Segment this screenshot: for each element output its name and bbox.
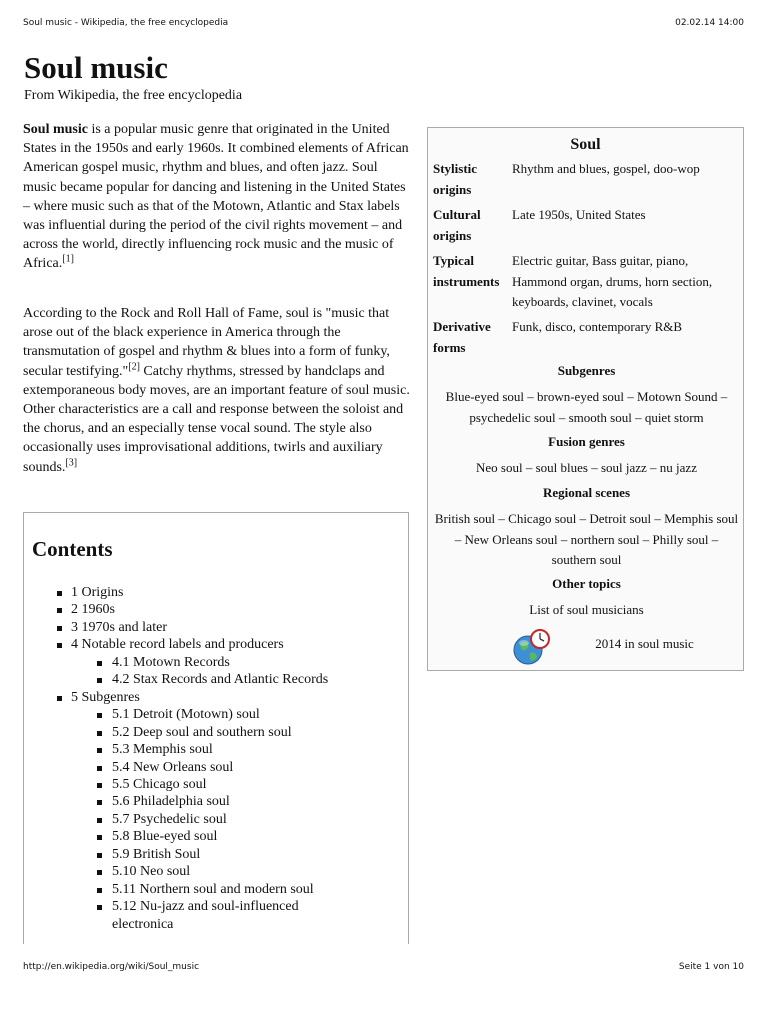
bullet-icon (57, 696, 62, 701)
table-of-contents (23, 512, 409, 944)
bullet-icon (57, 643, 62, 648)
toc-item-label[interactable]: 4 Notable record labels and producers (71, 637, 284, 653)
page-subtitle: From Wikipedia, the free encyclopedia (24, 88, 243, 103)
bullet-icon (97, 678, 102, 683)
toc-item[interactable] (32, 776, 408, 793)
toc-item-label[interactable]: 5.1 Detroit (Motown) soul (112, 707, 260, 723)
toc-item-label[interactable]: 4.1 Motown Records (112, 654, 230, 670)
toc-item[interactable] (32, 689, 408, 706)
toc-item-label[interactable]: 5.11 Northern soul and modern soul (112, 881, 314, 897)
toc-item[interactable] (32, 828, 408, 845)
toc-item[interactable] (32, 846, 408, 863)
infobox-regional-list[interactable]: British soul – Chicago soul – Detroit soul – Memphis soul – New Orleans soul – northern soul – Philly soul – southern soul (434, 511, 739, 567)
infobox (427, 127, 744, 671)
bullet-icon (97, 835, 102, 840)
toc-item-label[interactable]: 4.2 Stax Records and Atlantic Records (112, 672, 329, 688)
toc-item-label[interactable]: 3 1970s and later (71, 619, 168, 635)
infobox-key: Derivative forms (433, 319, 491, 355)
bullet-icon (97, 766, 102, 771)
toc-item-label[interactable]: 5.5 Chicago soul (112, 776, 207, 792)
infobox-value: Late 1950s, United States (512, 207, 646, 222)
infobox-key: Stylistic origins (433, 161, 478, 197)
paragraph-text: According to the Rock and Roll Hall of Fame, soul is "music that arose out of the black experience in America through the transmutation of gospel and rhythm & blues into a form of funky, secular testifying." (23, 306, 390, 379)
bullet-icon (97, 905, 102, 910)
toc-item-label[interactable]: 5.12 Nu-jazz and soul-influenced electronica (112, 899, 299, 932)
infobox-section-regional: Regional scenes (542, 485, 631, 500)
toc-item-label[interactable]: 5.4 New Orleans soul (112, 759, 234, 775)
toc-item[interactable] (32, 584, 408, 601)
bullet-icon (97, 800, 102, 805)
reference-link[interactable]: [3] (65, 456, 78, 468)
page-title: Soul music (24, 50, 168, 85)
toc-item[interactable] (32, 619, 408, 636)
toc-title: Contents (32, 537, 113, 561)
toc-item-label[interactable]: 1 Origins (71, 585, 124, 600)
second-paragraph (23, 304, 413, 477)
toc-item[interactable] (32, 671, 408, 688)
bullet-icon (57, 591, 62, 596)
toc-item[interactable] (32, 706, 408, 723)
infobox-section-subgenres: Subgenres (557, 363, 616, 378)
toc-item[interactable] (32, 654, 408, 671)
toc-item[interactable] (32, 759, 408, 776)
bullet-icon (97, 870, 102, 875)
bullet-icon (97, 731, 102, 736)
toc-item-label[interactable]: 5 Subgenres (71, 689, 140, 705)
toc-item-label[interactable]: 5.10 Neo soul (112, 864, 191, 880)
toc-item[interactable] (32, 898, 408, 933)
intro-text: is a popular music genre that originated in the United States in the 1950s and early 1960s. It combined elements of African American gospel music, rhythm and blues, and often jazz. Soul music became popular for dancing and listening in the United States – where music such as that of the Motown, Atlantic and Stax labels was influential during the period of the civil rights movement – and across the world, directly influencing rock music and the music of Africa. (23, 122, 409, 272)
infobox-value: Rhythm and blues, gospel, doo-wop (512, 161, 700, 176)
bullet-icon (97, 661, 102, 666)
toc-item[interactable] (32, 741, 408, 758)
toc-item[interactable] (32, 636, 408, 653)
intro-paragraph (23, 120, 413, 274)
infobox-key: Typical instruments (433, 253, 500, 289)
reference-link[interactable]: [2] (128, 360, 140, 372)
toc-item[interactable] (32, 793, 408, 810)
infobox-year-link[interactable]: 2014 in soul music (595, 636, 694, 651)
infobox-title: Soul (570, 136, 601, 153)
infobox-section-other: Other topics (552, 576, 621, 591)
toc-item[interactable] (32, 601, 408, 618)
toc-item-label[interactable]: 5.6 Philadelphia soul (112, 794, 230, 810)
infobox-key: Cultural origins (433, 207, 481, 243)
infobox-subgenres-list[interactable]: Blue-eyed soul – brown-eyed soul – Motown Sound – psychedelic soul – smooth soul – quiet storm (445, 389, 728, 425)
toc-item[interactable] (32, 811, 408, 828)
print-footer-url: http://en.wikipedia.org/wiki/Soul_music (23, 962, 200, 972)
toc-item-label[interactable]: 2 1960s (71, 602, 115, 618)
toc-item-label[interactable]: 5.3 Memphis soul (112, 742, 213, 758)
intro-bold-term: Soul music (23, 122, 88, 137)
bullet-icon (97, 853, 102, 858)
bullet-icon (57, 608, 62, 613)
bullet-icon (57, 626, 62, 631)
print-footer-page: Seite 1 von 10 (678, 962, 744, 972)
bullet-icon (97, 888, 102, 893)
infobox-value: Funk, disco, contemporary R&B (512, 319, 683, 334)
bullet-icon (97, 818, 102, 823)
reference-link[interactable]: [1] (62, 253, 74, 265)
toc-item[interactable] (32, 724, 408, 741)
infobox-value: Electric guitar, Bass guitar, piano, Hammond organ, drums, horn section, keyboards, clavinet, vocals (512, 253, 713, 309)
toc-item-label[interactable]: 5.8 Blue-eyed soul (112, 829, 218, 845)
bullet-icon (97, 748, 102, 753)
toc-item[interactable] (32, 881, 408, 898)
infobox-fusion-list[interactable]: Neo soul – soul blues – soul jazz – nu jazz (476, 460, 697, 475)
infobox-other-link[interactable]: List of soul musicians (529, 602, 644, 617)
print-header-datetime: 02.02.14 14:00 (675, 18, 744, 28)
print-header-title: Soul music - Wikipedia, the free encyclopedia (23, 18, 229, 28)
bullet-icon (97, 783, 102, 788)
toc-item-label[interactable]: 5.7 Psychedelic soul (112, 811, 227, 827)
paragraph-text: Catchy rhythms, stressed by handclaps and extemporaneous body moves, are an important feature of soul music. Other characteristics are a call and response between the soloist and the chorus, and an especially tense vocal sound. The style also occasionally uses improvisational additions, twirls and auxiliary sounds. (23, 363, 410, 475)
toc-item-label[interactable]: 5.2 Deep soul and southern soul (112, 724, 292, 740)
bullet-icon (97, 713, 102, 718)
infobox-section-fusion: Fusion genres (548, 434, 625, 449)
toc-item-label[interactable]: 5.9 British Soul (112, 846, 201, 862)
toc-list (32, 584, 408, 933)
toc-item[interactable] (32, 863, 408, 880)
